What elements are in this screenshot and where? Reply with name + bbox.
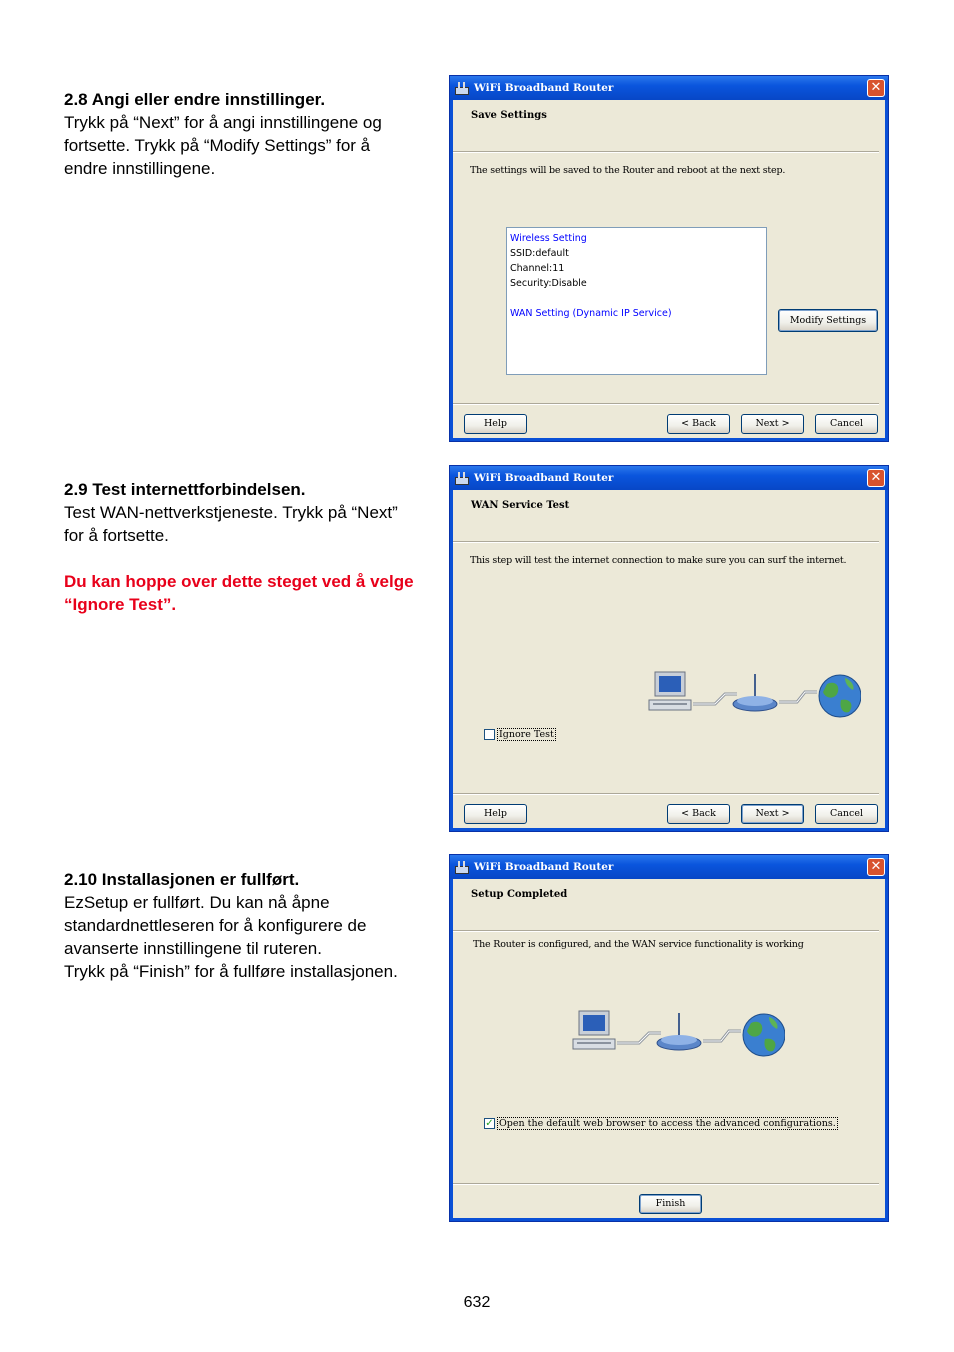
step-title: Save Settings bbox=[471, 110, 547, 121]
network-connection-graphic bbox=[569, 1007, 785, 1063]
router-app-icon bbox=[455, 472, 469, 484]
dialog-client bbox=[453, 879, 885, 1218]
back-button[interactable]: < Back bbox=[667, 414, 730, 434]
wan-heading: WAN Setting (Dynamic IP Service) bbox=[510, 308, 672, 319]
dialog-wan-service-test bbox=[449, 465, 889, 832]
section-heading: 2.10 Installasjonen er fullført. bbox=[64, 870, 300, 889]
open-browser-label[interactable]: Open the default web browser to access the advanced configurations. bbox=[499, 1118, 836, 1129]
computer-icon bbox=[649, 672, 691, 710]
title-bar bbox=[450, 76, 888, 100]
ignore-test-label[interactable]: Ignore Test bbox=[499, 729, 554, 740]
divider bbox=[453, 1183, 879, 1185]
body-line: for å fortsette. bbox=[64, 526, 169, 545]
section-setup-complete bbox=[64, 868, 444, 983]
body-line: Test WAN-nettverkstjeneste. Trykk på “Next” bbox=[64, 503, 398, 522]
finish-button[interactable]: Finish bbox=[639, 1194, 702, 1214]
router-icon bbox=[733, 674, 777, 711]
window-title: WiFi Broadband Router bbox=[474, 82, 614, 94]
warning-line: “Ignore Test”. bbox=[64, 595, 177, 614]
ignore-test-checkbox[interactable] bbox=[484, 728, 556, 741]
step-description: The settings will be saved to the Router and reboot at the next step. bbox=[470, 165, 786, 176]
title-bar bbox=[450, 855, 888, 879]
close-button[interactable]: ✕ bbox=[867, 858, 885, 876]
next-button[interactable]: Next > bbox=[741, 414, 804, 434]
divider bbox=[453, 930, 879, 932]
divider bbox=[453, 403, 879, 405]
router-app-icon bbox=[455, 861, 469, 873]
close-button[interactable]: ✕ bbox=[867, 469, 885, 487]
section-heading: 2.8 Angi eller endre innstillinger. bbox=[64, 90, 326, 109]
step-title: WAN Service Test bbox=[471, 500, 570, 511]
warning-line: Du kan hoppe over dette steget ved å velge bbox=[64, 572, 414, 591]
body-line: avanserte innstillingene til ruteren. bbox=[64, 939, 322, 958]
cancel-button[interactable]: Cancel bbox=[815, 414, 878, 434]
divider bbox=[453, 541, 879, 543]
dialog-client bbox=[453, 100, 885, 438]
section-heading: 2.9 Test internettforbindelsen. bbox=[64, 480, 306, 499]
title-bar bbox=[450, 466, 888, 490]
body-line: fortsette. Trykk på “Modify Settings” for å bbox=[64, 136, 371, 155]
computer-icon bbox=[573, 1011, 615, 1049]
help-button[interactable]: Help bbox=[464, 804, 527, 824]
open-browser-checkbox[interactable] bbox=[484, 1117, 838, 1130]
section-save-settings bbox=[64, 88, 444, 180]
section-wan-test bbox=[64, 478, 444, 616]
modify-settings-button[interactable]: Modify Settings bbox=[778, 309, 878, 332]
globe-icon bbox=[743, 1014, 785, 1056]
body-line: standardnettleseren for å konfigurere de bbox=[64, 916, 367, 935]
wireless-heading: Wireless Setting bbox=[510, 233, 587, 244]
settings-summary bbox=[506, 227, 767, 375]
page-number: 632 bbox=[463, 1294, 491, 1311]
dialog-save-settings bbox=[449, 75, 889, 442]
channel-value: Channel:11 bbox=[510, 263, 565, 274]
dialog-setup-completed bbox=[449, 854, 889, 1222]
router-icon bbox=[657, 1013, 701, 1050]
window-title: WiFi Broadband Router bbox=[474, 861, 614, 873]
step-description: This step will test the internet connection to make sure you can surf the internet. bbox=[470, 555, 847, 566]
security-value: Security:Disable bbox=[510, 278, 587, 289]
globe-icon bbox=[819, 675, 861, 717]
divider bbox=[453, 793, 879, 795]
divider bbox=[453, 151, 879, 153]
body-line: EzSetup er fullført. Du kan nå åpne bbox=[64, 893, 330, 912]
next-button[interactable]: Next > bbox=[741, 804, 804, 824]
router-app-icon bbox=[455, 82, 469, 94]
checkbox-box[interactable] bbox=[484, 729, 495, 740]
help-button[interactable]: Help bbox=[464, 414, 527, 434]
step-title: Setup Completed bbox=[471, 889, 568, 900]
window-title: WiFi Broadband Router bbox=[474, 472, 614, 484]
body-line: Trykk på “Next” for å angi innstillingene og bbox=[64, 113, 382, 132]
cancel-button[interactable]: Cancel bbox=[815, 804, 878, 824]
close-button[interactable]: ✕ bbox=[867, 79, 885, 97]
ssid-value: SSID:default bbox=[510, 248, 569, 259]
back-button[interactable]: < Back bbox=[667, 804, 730, 824]
checkbox-checked-icon[interactable]: ✓ bbox=[485, 1118, 494, 1129]
step-description: The Router is configured, and the WAN service functionality is working bbox=[473, 939, 804, 950]
body-line: endre innstillingene. bbox=[64, 159, 216, 178]
network-connection-graphic bbox=[645, 668, 861, 724]
body-line: Trykk på “Finish” for å fullføre installasjonen. bbox=[64, 962, 398, 981]
dialog-client bbox=[453, 490, 885, 828]
